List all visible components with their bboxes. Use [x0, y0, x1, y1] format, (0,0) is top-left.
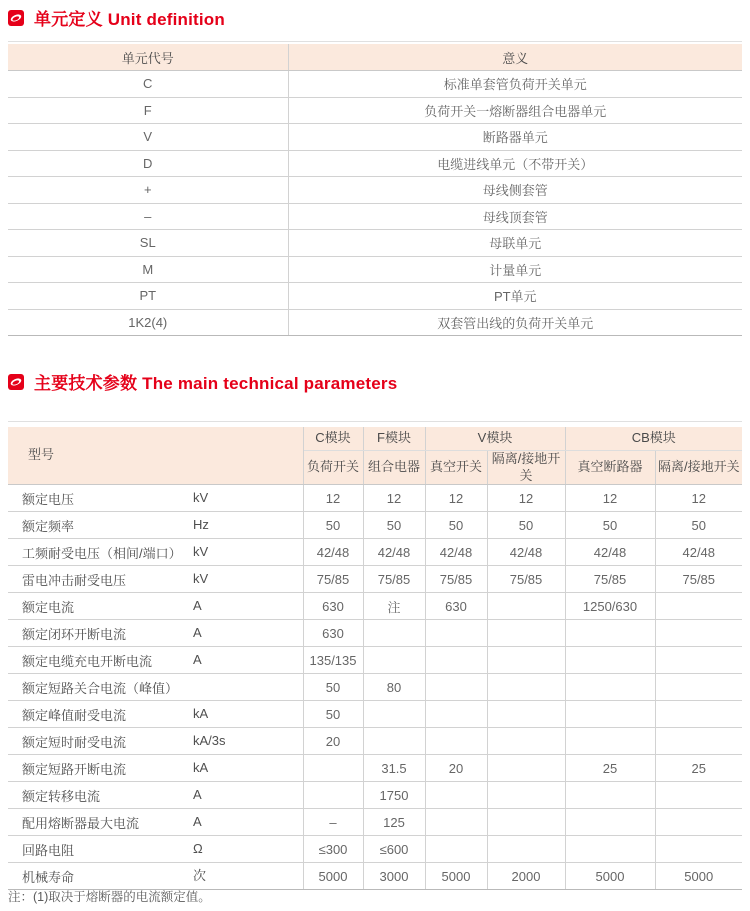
table-row [8, 485, 742, 512]
unit-code-cell: F [8, 97, 288, 124]
value-cell [655, 809, 742, 836]
table-row [8, 593, 742, 620]
param-label-cell [8, 539, 303, 566]
value-cell: 25 [565, 755, 655, 782]
value-cell [655, 782, 742, 809]
model-header: 型号 [8, 427, 303, 485]
value-cell: 50 [565, 512, 655, 539]
footnote: 注：(1)取决于熔断器的电流额定值。 [8, 890, 211, 904]
section-title-main-parameters [8, 369, 397, 394]
value-cell: 42/48 [565, 539, 655, 566]
value-cell [655, 701, 742, 728]
table-row [8, 647, 742, 674]
table-row [8, 566, 742, 593]
value-cell: 42/48 [487, 539, 565, 566]
value-cell: 80 [363, 674, 425, 701]
value-cell: 5000 [303, 863, 363, 890]
param-unit: 次 [193, 868, 207, 883]
unit-meaning-cell: 母线顶套管 [288, 203, 742, 230]
value-cell: 3000 [363, 863, 425, 890]
value-cell: 50 [303, 701, 363, 728]
table-row [8, 124, 742, 151]
value-cell [487, 647, 565, 674]
value-cell [363, 620, 425, 647]
value-cell [655, 836, 742, 863]
value-cell: 75/85 [303, 566, 363, 593]
param-label: 机械寿命 [22, 869, 75, 885]
sub-header-vacuum-switch: 真空开关 [425, 451, 487, 485]
param-label: 额定闭环开断电流 [22, 626, 127, 642]
table-row [8, 283, 742, 310]
value-cell [425, 620, 487, 647]
value-cell: 50 [425, 512, 487, 539]
table-row [8, 674, 742, 701]
value-cell [565, 701, 655, 728]
param-label: 额定短路关合电流（峰值） [22, 680, 179, 696]
unit-code-cell: V [8, 124, 288, 151]
value-cell: 31.5 [363, 755, 425, 782]
value-cell: 50 [303, 512, 363, 539]
value-cell [487, 809, 565, 836]
param-unit: A [193, 625, 202, 640]
table-row [8, 309, 742, 336]
value-cell [487, 728, 565, 755]
value-cell [425, 701, 487, 728]
brand-logo-icon [8, 374, 24, 390]
param-label-cell [8, 620, 303, 647]
value-cell [487, 674, 565, 701]
value-cell: – [303, 809, 363, 836]
table-row [8, 620, 742, 647]
sub-header-isolation-earthing-cb: 隔离/接地开关 [655, 451, 742, 485]
param-label-cell [8, 512, 303, 539]
param-label-cell [8, 836, 303, 863]
param-unit: kA [193, 760, 209, 775]
unit-meaning-cell: PT单元 [288, 283, 742, 310]
value-cell: 630 [425, 593, 487, 620]
param-label-cell [8, 863, 303, 890]
value-cell [487, 593, 565, 620]
param-label: 额定峰值耐受电流 [22, 707, 127, 723]
value-cell: 42/48 [303, 539, 363, 566]
value-cell: ≤600 [363, 836, 425, 863]
table-row [8, 809, 742, 836]
value-cell [425, 728, 487, 755]
value-cell: 50 [363, 512, 425, 539]
param-label: 额定频率 [22, 518, 75, 534]
value-cell: 12 [363, 485, 425, 512]
sub-header-combination: 组合电器 [363, 451, 425, 485]
param-label: 额定转移电流 [22, 788, 101, 804]
param-unit: Hz [193, 517, 209, 532]
param-label-cell [8, 593, 303, 620]
value-cell: 75/85 [487, 566, 565, 593]
value-cell: 20 [303, 728, 363, 755]
value-cell: 75/85 [425, 566, 487, 593]
param-label: 雷电冲击耐受电压 [22, 572, 127, 588]
table-row [8, 230, 742, 257]
param-unit: Ω [193, 841, 203, 856]
value-cell [565, 728, 655, 755]
table-row [8, 728, 742, 755]
value-cell: 20 [425, 755, 487, 782]
value-cell: 注 [363, 593, 425, 620]
param-label-cell [8, 809, 303, 836]
table-row [8, 782, 742, 809]
param-label: 额定电缆充电开断电流 [22, 653, 153, 669]
table-row [8, 97, 742, 124]
value-cell: 42/48 [363, 539, 425, 566]
sub-header-isolation-earthing-v: 隔离/接地开关 [487, 451, 565, 485]
param-label-cell [8, 782, 303, 809]
unit-code-cell: SL [8, 230, 288, 257]
value-cell: 12 [425, 485, 487, 512]
main-parameters-table-wrap [8, 421, 742, 890]
value-cell: 75/85 [565, 566, 655, 593]
value-cell [425, 674, 487, 701]
value-cell: 5000 [565, 863, 655, 890]
module-header-f: F模块 [363, 427, 425, 451]
value-cell: 125 [363, 809, 425, 836]
param-unit: A [193, 787, 202, 802]
unit-code-cell: D [8, 150, 288, 177]
value-cell [565, 620, 655, 647]
param-label-cell [8, 728, 303, 755]
value-cell [425, 782, 487, 809]
value-cell [363, 728, 425, 755]
unit-meaning-cell: 双套管出线的负荷开关单元 [288, 309, 742, 336]
value-cell [565, 809, 655, 836]
value-cell [655, 620, 742, 647]
unit-meaning-cell: 标准单套管负荷开关单元 [288, 71, 742, 98]
table-row [8, 71, 742, 98]
unit-code-cell: 1K2(4) [8, 309, 288, 336]
param-label-cell [8, 485, 303, 512]
unit-definition-table-wrap [8, 41, 742, 336]
value-cell: 50 [303, 674, 363, 701]
value-cell: 75/85 [655, 566, 742, 593]
value-cell [565, 674, 655, 701]
param-label: 额定电压 [22, 491, 75, 507]
module-header-cb: CB模块 [565, 427, 742, 451]
value-cell [363, 701, 425, 728]
unit-code-cell: – [8, 203, 288, 230]
value-cell: 5000 [655, 863, 742, 890]
table-row [8, 836, 742, 863]
table-row [8, 755, 742, 782]
value-cell [655, 728, 742, 755]
value-cell: 12 [565, 485, 655, 512]
unit-code-cell: PT [8, 283, 288, 310]
value-cell [487, 701, 565, 728]
value-cell: 135/135 [303, 647, 363, 674]
table-row [8, 539, 742, 566]
param-unit: A [193, 652, 202, 667]
param-unit: A [193, 814, 202, 829]
value-cell [655, 593, 742, 620]
section-title-text: 单元定义 Unit definition [34, 10, 225, 29]
unit-code-header: 单元代号 [8, 44, 288, 71]
value-cell [565, 836, 655, 863]
module-group-header-row [8, 427, 742, 451]
param-label: 额定短路开断电流 [22, 761, 127, 777]
table-row [8, 177, 742, 204]
value-cell [487, 782, 565, 809]
value-cell: 1750 [363, 782, 425, 809]
table-row [8, 150, 742, 177]
value-cell [565, 647, 655, 674]
value-cell: 75/85 [363, 566, 425, 593]
value-cell [487, 755, 565, 782]
module-header-c: C模块 [303, 427, 363, 451]
value-cell [425, 836, 487, 863]
unit-meaning-header: 意义 [288, 44, 742, 71]
main-parameters-table [8, 427, 742, 890]
value-cell: 5000 [425, 863, 487, 890]
table-row [8, 256, 742, 283]
param-label: 配用熔断器最大电流 [22, 815, 140, 831]
sub-header-vacuum-breaker: 真空断路器 [565, 451, 655, 485]
value-cell: 2000 [487, 863, 565, 890]
value-cell: 1250/630 [565, 593, 655, 620]
value-cell [303, 782, 363, 809]
value-cell: 12 [655, 485, 742, 512]
value-cell: ≤300 [303, 836, 363, 863]
unit-meaning-cell: 母线侧套管 [288, 177, 742, 204]
unit-table-header-row [8, 44, 742, 71]
section-title-text: 主要技术参数 The main technical parameters [34, 374, 398, 393]
value-cell [425, 647, 487, 674]
value-cell [303, 755, 363, 782]
param-label-cell [8, 755, 303, 782]
param-label-cell [8, 701, 303, 728]
value-cell: 50 [487, 512, 565, 539]
table-row [8, 863, 742, 890]
unit-meaning-cell: 电缆进线单元（不带开关） [288, 150, 742, 177]
unit-meaning-cell: 母联单元 [288, 230, 742, 257]
param-label: 额定电流 [22, 599, 75, 615]
value-cell [487, 620, 565, 647]
value-cell [487, 836, 565, 863]
value-cell: 630 [303, 620, 363, 647]
unit-meaning-cell: 断路器单元 [288, 124, 742, 151]
value-cell: 630 [303, 593, 363, 620]
sub-header-load-switch: 负荷开关 [303, 451, 363, 485]
value-cell: 50 [655, 512, 742, 539]
value-cell: 42/48 [655, 539, 742, 566]
table-row [8, 512, 742, 539]
unit-meaning-cell: 计量单元 [288, 256, 742, 283]
param-unit: kV [193, 544, 209, 559]
value-cell: 12 [487, 485, 565, 512]
param-label: 工频耐受电压（相间/端口） [22, 545, 182, 561]
section-title-unit-definition [8, 5, 225, 30]
value-cell [363, 647, 425, 674]
table-row [8, 203, 742, 230]
unit-code-cell: + [8, 177, 288, 204]
value-cell [565, 782, 655, 809]
table-row [8, 701, 742, 728]
unit-code-cell: C [8, 71, 288, 98]
brand-logo-icon [8, 10, 24, 26]
value-cell [425, 809, 487, 836]
unit-code-cell: M [8, 256, 288, 283]
module-header-v: V模块 [425, 427, 565, 451]
value-cell: 42/48 [425, 539, 487, 566]
param-label-cell [8, 566, 303, 593]
value-cell: 25 [655, 755, 742, 782]
param-unit: A [193, 598, 202, 613]
param-unit: kA/3s [193, 733, 226, 748]
unit-definition-table [8, 44, 742, 336]
value-cell: 12 [303, 485, 363, 512]
unit-meaning-cell: 负荷开关一熔断器组合电器单元 [288, 97, 742, 124]
param-label: 额定短时耐受电流 [22, 734, 127, 750]
value-cell [655, 674, 742, 701]
value-cell [655, 647, 742, 674]
param-unit: kV [193, 571, 209, 586]
param-label-cell [8, 674, 303, 701]
param-label: 回路电阻 [22, 842, 75, 858]
param-label-cell [8, 647, 303, 674]
param-unit: kA [193, 706, 209, 721]
param-unit: kV [193, 490, 209, 505]
